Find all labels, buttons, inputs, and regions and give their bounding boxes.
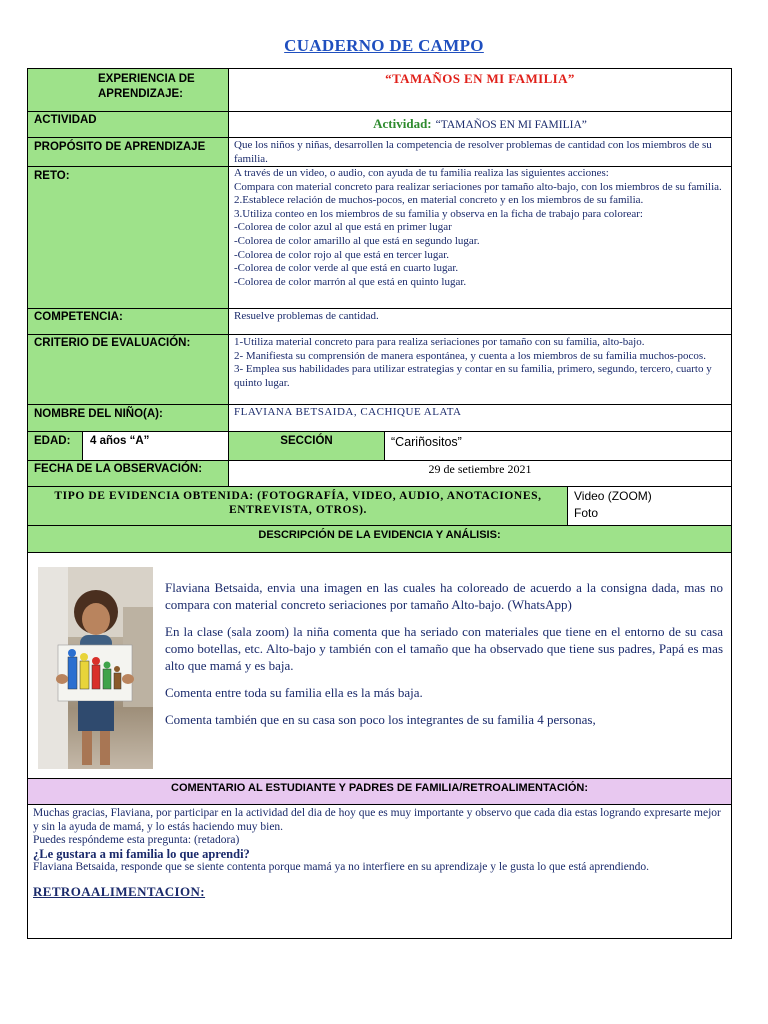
- criterio-line: 1-Utiliza material concreto para para realiza seriaciones por tamaño con su familia, alto-bajo.: [234, 336, 645, 348]
- proposito-label: PROPÓSITO DE APRENDIZAJE: [34, 141, 206, 153]
- reto-label: RETO:: [34, 170, 70, 182]
- reto-line: -Colorea de color marrón al que está en quinto lugar.: [234, 275, 467, 288]
- reto-line: -Colorea de color amarillo al que está en segundo lugar.: [234, 234, 480, 247]
- descripcion-paragraph: En la clase (sala zoom) la niña comenta que ha seriado con materiales que tiene en el entorno de su casa como botellas, etc. Alto-bajo y también con el tamaño que ha observado que tiene sus padres, Papá es mas alto que mamá y es baja.: [165, 624, 723, 673]
- comentario-header: COMENTARIO AL ESTUDIANTE Y PADRES DE FAMILIA/RETROALIMENTACIÓN:: [171, 782, 588, 794]
- fecha-value: 29 de setiembre 2021: [428, 462, 532, 476]
- comentario-content-cell: [27, 804, 732, 939]
- criterio-value-cell: [228, 334, 732, 405]
- comentario-text: [33, 807, 723, 898]
- competencia-label: COMPETENCIA:: [34, 311, 123, 323]
- criterio-label: CRITERIO DE EVALUACIÓN:: [34, 337, 191, 349]
- reto-label-cell: [27, 166, 229, 309]
- child-photo: [38, 567, 153, 769]
- experiencia-label: EXPERIENCIA DE APRENDIZAJE:: [98, 73, 195, 100]
- comentario-answer: Flaviana Betsaida, responde que se siente contenta porque mamá ya no interfiere en su aprendizaje y le gusta lo que está aprendiendo.: [33, 861, 649, 873]
- experiencia-label-cell: [27, 68, 229, 112]
- nombre-label: NOMBRE DEL NIÑO(A):: [34, 408, 163, 420]
- proposito-value-cell: [228, 137, 732, 167]
- edad-value-cell: [82, 431, 229, 461]
- edad-value: 4 años “A”: [90, 435, 150, 447]
- descripcion-header: DESCRIPCIÓN DE LA EVIDENCIA Y ANÁLISIS:: [258, 529, 501, 541]
- edad-label: EDAD:: [34, 435, 71, 447]
- competencia-value-cell: [228, 308, 732, 335]
- comentario-header-cell: [27, 778, 732, 805]
- evidencia-label-cell: [27, 486, 568, 526]
- document-title: CUADERNO DE CAMPO: [284, 36, 484, 55]
- retroalimentacion-heading: RETROAALIMENTACION:: [33, 883, 206, 899]
- criterio-line: 2- Manifiesta su comprensión de manera espontánea, y cuenta a los miembros de su familia muchos-pocos.: [234, 349, 706, 362]
- reto-line: 2.Establece relación de muchos-pocos, en material concreto y en los miembros de su familia.: [234, 194, 644, 207]
- evidencia-value-cell: [567, 486, 732, 526]
- reto-line: Compara con material concreto para realizar seriaciones por tamaño alto-bajo, con los miembros de su familia.: [234, 180, 722, 193]
- actividad-value-cell: [228, 111, 732, 138]
- criterio-line: 3- Emplea sus habilidades para utilizar estrategias y contar en su familia, primero, segundo, tercero, cuarto y quinto lugar.: [234, 363, 712, 389]
- reto-list: [234, 167, 728, 289]
- reto-line: -Colorea de color verde al que está en cuarto lugar.: [234, 262, 459, 275]
- descripcion-paragraph: Comenta entre toda su familia ella es la más baja.: [165, 685, 423, 700]
- reto-line: -Colorea de color azul al que está en primer lugar: [234, 221, 452, 234]
- evidencia-label: TIPO DE EVIDENCIA OBTENIDA: (FOTOGRAFÍA, VIDEO, AUDIO, ANOTACIONES, ENTREVISTA, OTROS).: [54, 490, 542, 516]
- reto-line: -Colorea de color rojo al que está en tercer lugar.: [234, 248, 450, 261]
- descripcion-paragraph: Flaviana Betsaida, envia una imagen en las cuales ha coloreado de acuerdo a la consigna dada, mas no compara con material concreto seriaciones por tamaño Alto-bajo. (WhatsApp): [165, 580, 723, 612]
- seccion-label: SECCIÓN: [280, 435, 333, 447]
- descripcion-text: [165, 579, 723, 738]
- descripcion-content-cell: [27, 552, 732, 779]
- actividad-prefix: Actividad:: [373, 116, 432, 131]
- reto-line: A través de un video, o audio, con ayuda de tu familia realiza las siguientes acciones:: [234, 167, 609, 179]
- competencia-label-cell: [27, 308, 229, 335]
- fecha-value-cell: [228, 460, 732, 487]
- competencia-value: Resuelve problemas de cantidad.: [234, 310, 379, 322]
- seccion-value: “Cariñositos”: [391, 435, 462, 449]
- evidencia-value-1: Video (ZOOM): [574, 489, 652, 503]
- seccion-value-cell: [384, 431, 732, 461]
- edad-label-cell: [27, 431, 83, 461]
- experiencia-value-cell: [228, 68, 732, 112]
- comentario-question: ¿Le gustara a mi familia lo que aprendi?: [33, 846, 250, 861]
- criterio-label-cell: [27, 334, 229, 405]
- experiencia-value: “TAMAÑOS EN MI FAMILIA”: [385, 71, 575, 86]
- child-photo-drawing: [38, 567, 153, 769]
- proposito-value: Que los niños y niñas, desarrollen la competencia de resolver problemas de cantidad con los miembros de su familia.: [234, 139, 712, 165]
- fecha-label: FECHA DE LA OBSERVACIÓN:: [34, 463, 203, 475]
- actividad-label-cell: [27, 111, 229, 138]
- actividad-line: [229, 115, 731, 133]
- evidencia-value-2: Foto: [574, 506, 599, 520]
- criterio-list: [234, 336, 724, 390]
- comentario-line-2: Puedes respóndeme esta pregunta: (retadora): [33, 834, 240, 846]
- nombre-value: FLAVIANA BETSAIDA, CACHIQUE ALATA: [234, 406, 462, 418]
- descripcion-paragraph: Comenta también que en su casa son poco los integrantes de su familia 4 personas,: [165, 712, 596, 727]
- nombre-value-cell: [228, 404, 732, 432]
- comentario-line-1: Muchas gracias, Flaviana, por participar en la actividad del dia de hoy que es muy importante y observo que cada dia estas logrando expresarte mejor y sin la ayuda de mamá, y lo estás haciendo muy bien.: [33, 807, 721, 833]
- seccion-label-cell: [228, 431, 385, 461]
- reto-line: 3.Utiliza conteo en los miembros de su familia y observa en la ficha de trabajo para colorear:: [234, 207, 643, 220]
- actividad-value: “TAMAÑOS EN MI FAMILIA”: [435, 119, 587, 131]
- proposito-label-cell: [27, 137, 229, 167]
- reto-value-cell: [228, 166, 732, 309]
- actividad-label: ACTIVIDAD: [34, 114, 97, 126]
- descripcion-header-cell: [27, 525, 732, 553]
- nombre-label-cell: [27, 404, 229, 432]
- fecha-label-cell: [27, 460, 229, 487]
